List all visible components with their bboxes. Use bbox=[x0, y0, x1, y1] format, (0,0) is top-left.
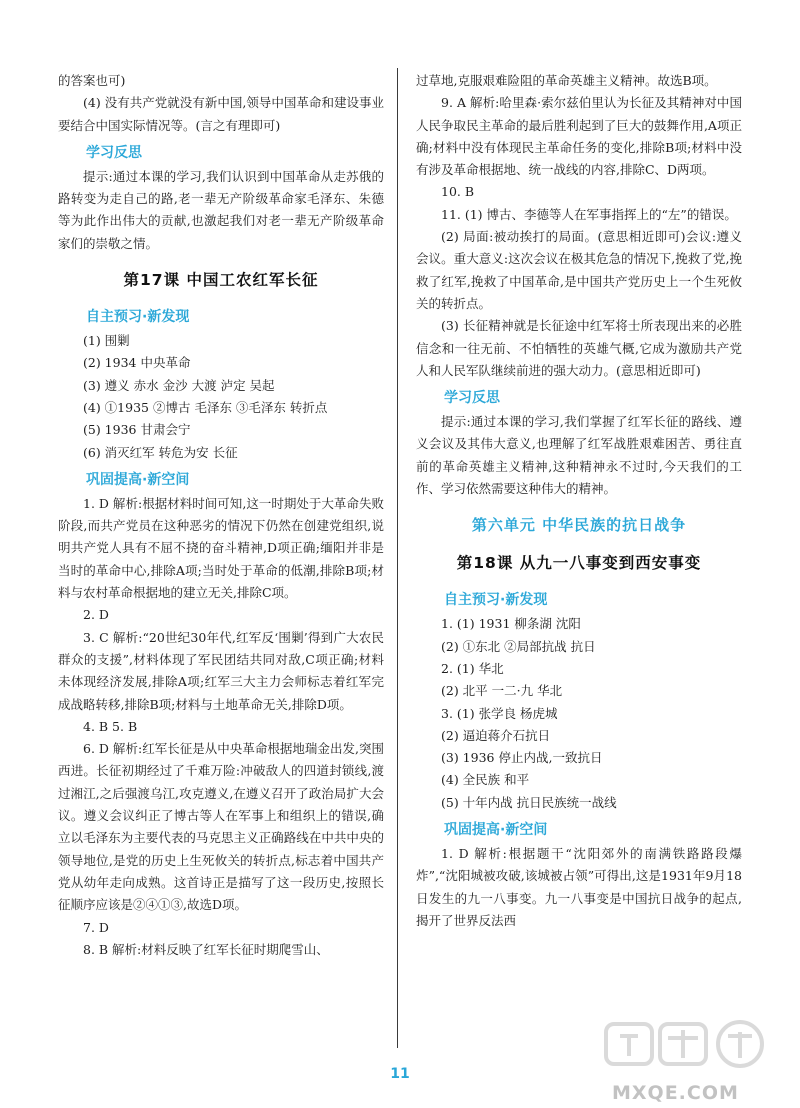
lesson-title: 第18课 从九一八事变到西安事变 bbox=[456, 554, 702, 573]
answer-item: (1) 围剿 bbox=[83, 333, 130, 349]
answer-item: 10. B bbox=[441, 184, 475, 200]
answer-item: (2) 局面:被动挨打的局面。(意思相近即可)会议:遵义会议。重大意义:这次会议在极其危急的情况下,挽救了党,挽救了红军,挽救了中国革命,是中国共产党历史上一个生死攸关的转折点。 bbox=[416, 229, 742, 311]
answer-item: (5) 1936 甘肃会宁 bbox=[83, 422, 191, 438]
answer-item: 11. (1) 博古、李德等人在军事指挥上的“左”的错误。 bbox=[441, 206, 737, 222]
watermark-text: MXQE.COM bbox=[612, 1082, 739, 1104]
answer-item: 6. D 解析:红军长征是从中央革命根据地瑞金出发,突围西进。长征初期经过了千难万险:冲破敌人的四道封锁线,渡过湘江,之后强渡乌江,攻克遵义,在遵义召开了政治局扩大会议。遵义会议纠正了博古等人在军事上和组织上的错误,确立以毛泽东为主要代表的马克思主义正确路线在中共中央的领导地位,是党的历史上生死攸关的转折点,标志着中国共产党从幼年走向成熟。这首诗正是描写了这一段历史,按照长征顺序应该是②④①③,故选D项。 bbox=[58, 741, 384, 913]
section-heading-consolidate: 巩固提高·新空间 bbox=[86, 471, 190, 488]
left-column bbox=[58, 70, 384, 961]
text-line: 过草地,克服艰难险阻的革命英雄主义精神。故选B项。 bbox=[416, 73, 717, 88]
unit-title: 第六单元 中华民族的抗日战争 bbox=[471, 516, 687, 535]
answer-item: (4) 全民族 和平 bbox=[441, 772, 530, 788]
answer-item: 8. B 解析:材料反映了红军长征时期爬雪山、 bbox=[83, 941, 329, 957]
answer-item: (3) 遵义 赤水 金沙 大渡 泸定 吴起 bbox=[83, 377, 275, 393]
answer-item: 7. D bbox=[83, 919, 109, 935]
answer-item: (2) 北平 一二·九 华北 bbox=[441, 683, 563, 699]
answer-item: 1. D 解析:根据材料时间可知,这一时期处于大革命失败阶段,而共产党员在这种恶劣的情况下仍然在创建党组织,说明共产党人具有不屈不挠的奋斗精神,D项正确;缅阳并非是当时的革命中心,排除A项;当时处于革命的低潮,排除B项;材料与农村革命根据地的建立无关,排除C项。 bbox=[58, 495, 384, 601]
answer-item: (4) 没有共产党就没有新中国,领导中国革命和建设事业要结合中国实际情况等。(言之有理即可) bbox=[58, 95, 384, 133]
right-column bbox=[416, 70, 742, 932]
answer-item: (4) ①1935 ②博古 毛泽东 ③毛泽东 转折点 bbox=[83, 399, 328, 415]
answer-item: 1. (1) 1931 柳条湖 沈阳 bbox=[441, 616, 581, 632]
answer-item: 3. (1) 张学良 杨虎城 bbox=[441, 705, 558, 721]
section-heading-preview: 自主预习·新发现 bbox=[444, 592, 548, 609]
answer-item: 9. A 解析:哈里森·索尔兹伯里认为长征及其精神对中国人民争取民主革命的最后胜利起到了巨大的鼓舞作用,A项正确;材料中没有体现民主革命任务的变化,排除B项;材料中没有涉及革命根据地、统一战线的内容,排除C、D两项。 bbox=[416, 95, 742, 178]
reflection-paragraph: 提示:通过本课的学习,我们认识到中国革命从走苏俄的路转变为走自己的路,老一辈无产阶级革命家毛泽东、朱德等为此作出伟大的贡献,也激起我们对老一辈无产阶级革命家们的崇敬之情。 bbox=[58, 168, 384, 251]
answer-item: (2) ①东北 ②局部抗战 抗日 bbox=[441, 638, 596, 654]
text-line: 的答案也可) bbox=[58, 73, 126, 88]
reflection-paragraph: 提示:通过本课的学习,我们掌握了红军长征的路线、遵义会议及其伟大意义,也理解了红军战胜艰难困苦、勇往直前的革命英雄主义精神,这种精神永不过时,今天我们的工作、学习依然需要这种伟大的精神。 bbox=[416, 414, 742, 497]
answer-item: (5) 十年内战 抗日民族统一战线 bbox=[441, 794, 617, 810]
answer-item: 2. (1) 华北 bbox=[441, 660, 504, 676]
answer-item: 1. D 解析:根据题干“沈阳郊外的南满铁路路段爆炸”,“沈阳城被攻破,该城被占领”可得出,这是1931年9月18日发生的九一八事变。九一八事变是中国抗日战争的起点,揭开了世界反法西 bbox=[416, 846, 742, 928]
answer-item: (3) 长征精神就是长征途中红军将士所表现出来的必胜信念和一往无前、不怕牺牲的英雄气概,它成为激励共产党人和人民军队继续前进的强大动力。(意思相近即可) bbox=[416, 318, 742, 378]
section-heading-reflection: 学习反思 bbox=[86, 144, 142, 161]
answer-item: (3) 1936 停止内战,一致抗日 bbox=[441, 750, 603, 766]
answer-item: 2. D bbox=[83, 607, 109, 623]
lesson-title: 第17课 中国工农红军长征 bbox=[123, 271, 319, 290]
column-divider bbox=[397, 68, 398, 1048]
section-heading-reflection: 学习反思 bbox=[444, 390, 500, 407]
section-heading-consolidate: 巩固提高·新空间 bbox=[444, 822, 548, 839]
answer-item: (6) 消灭红军 转危为安 长征 bbox=[83, 444, 238, 460]
section-heading-preview: 自主预习·新发现 bbox=[86, 309, 190, 326]
answer-item: (2) 1934 中央革命 bbox=[83, 355, 191, 371]
page-number: 11 bbox=[390, 1066, 410, 1082]
answer-item: (2) 逼迫蒋介石抗日 bbox=[441, 727, 551, 743]
answer-item: 4. B 5. B bbox=[83, 718, 138, 734]
answer-item: 3. C 解析:“20世纪30年代,红军反‘围剿’得到广大农民群众的支援”,材料体现了军民团结共同对敌,C项正确;材料未体现经济发展,排除A项;红军三大主力会师标志着红军完成战略转移,排除B项;材料与土地革命无关,排除D项。 bbox=[58, 629, 384, 712]
